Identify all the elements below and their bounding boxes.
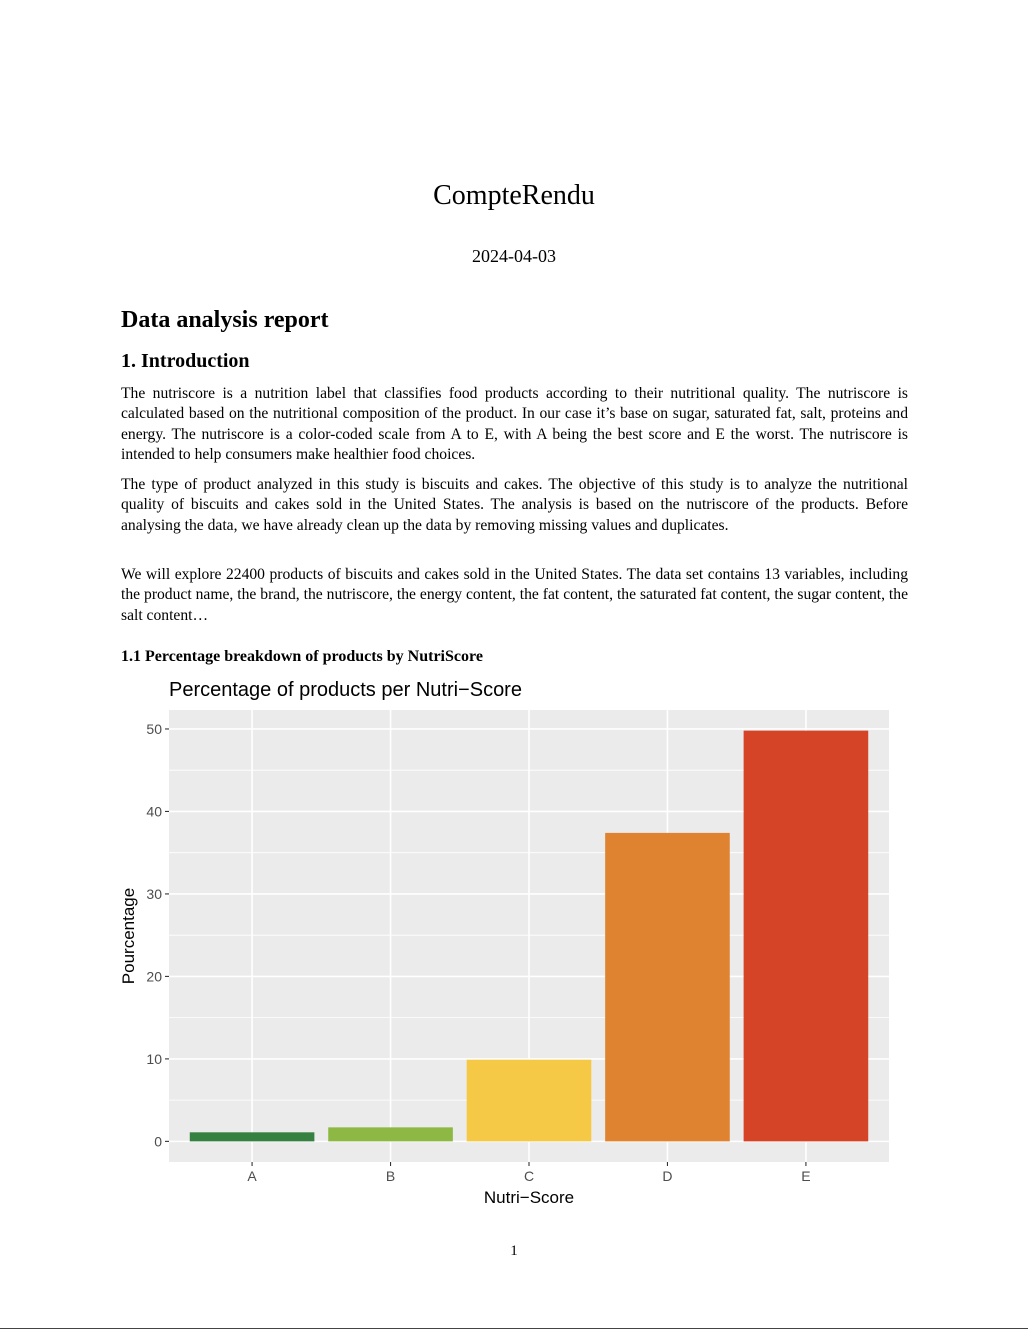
x-tick-label: E [801, 1168, 811, 1184]
bar-e [744, 731, 869, 1142]
y-tick-label: 30 [146, 885, 162, 902]
x-tick-label: A [247, 1168, 257, 1184]
chart-title: Percentage of products per Nutri−Score [169, 679, 522, 701]
bar-a [190, 1132, 315, 1141]
y-tick-label: 20 [146, 968, 162, 985]
chart-svg [112, 672, 902, 1212]
x-tick-label: C [523, 1168, 535, 1184]
nutriscore-bar-chart [112, 672, 902, 1212]
y-tick-label: 0 [154, 1133, 162, 1150]
document-title: CompteRendu [433, 180, 595, 211]
y-axis-label: Pourcentage [119, 887, 138, 985]
document-date: 2024-04-03 [472, 246, 556, 266]
y-tick-label: 10 [146, 1050, 162, 1067]
bar-b [328, 1127, 453, 1141]
subsubsection-title: 1.1 Percentage breakdown of products by NutriScore [121, 648, 483, 665]
x-tick-label: D [662, 1168, 673, 1184]
y-tick-label: 40 [146, 803, 162, 820]
bar-c [467, 1060, 592, 1142]
page-number: 1 [510, 1243, 518, 1259]
bar-d [605, 833, 730, 1141]
x-axis-label: Nutri−Score [483, 1188, 575, 1207]
y-tick-label: 50 [146, 720, 162, 737]
subsection-title-introduction: 1. Introduction [121, 350, 250, 372]
x-tick-label: B [385, 1168, 396, 1184]
paragraph-3: We will explore 22400 products of biscuits and cakes sold in the United States. The data set contains 13 variables, including the product name, the brand, the nutriscore, the energy content, the fat content, the saturated fat content, the sugar content, the salt content… [121, 566, 908, 624]
page-bottom-border [0, 1328, 1028, 1329]
paragraph-1: The nutriscore is a nutrition label that classifies food products according to their nutritional quality. The nutriscore is calculated based on the nutritional composition of the product. In our case it’s base on sugar, saturated fat, salt, proteins and energy. The nutriscore is a color-coded scale from A to E, with A being the best score and E the worst. The nutriscore is intended to help consumers make healthier food choices. [121, 385, 908, 463]
section-title: Data analysis report [121, 307, 329, 333]
paragraph-2: The type of product analyzed in this study is biscuits and cakes. The objective of this study is to analyze the nutritional quality of biscuits and cakes sold in the United States. The analysis is based on the nutriscore of the products. Before analysing the data, we have already clean up the data by removing missing values and duplicates. [121, 476, 908, 534]
